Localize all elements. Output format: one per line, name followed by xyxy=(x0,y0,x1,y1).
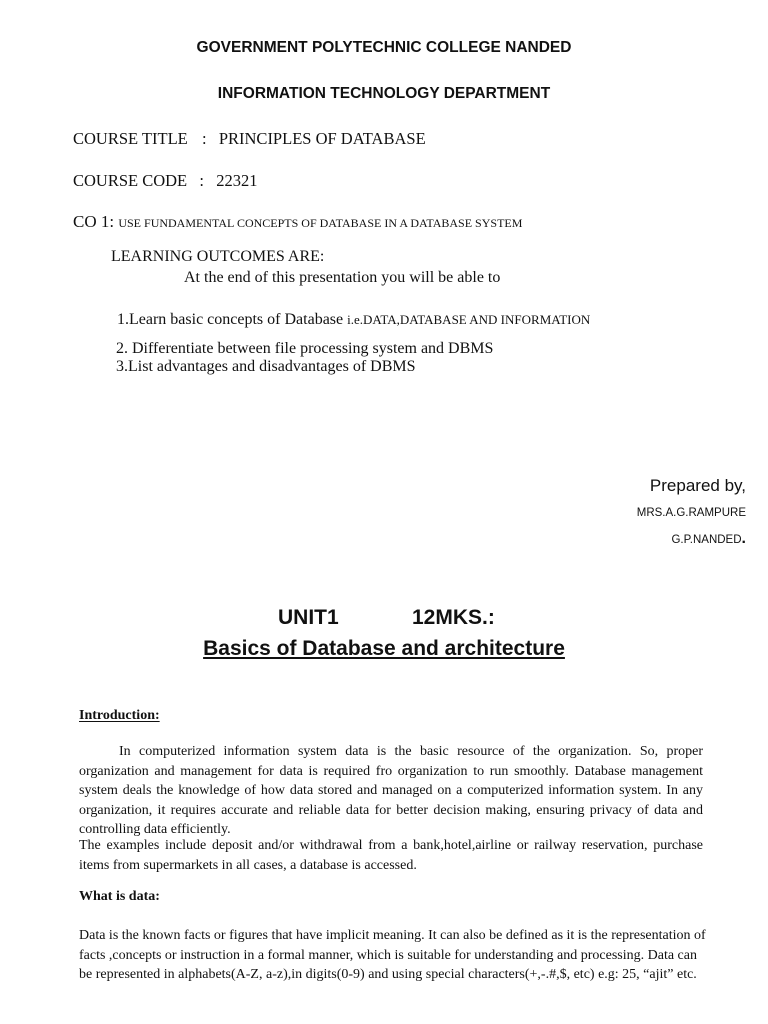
co-label: CO 1: xyxy=(73,212,115,231)
unit-label: UNIT1 xyxy=(278,606,339,629)
co-value: USE FUNDAMENTAL CONCEPTS OF DATABASE IN A DATABASE SYSTEM xyxy=(118,216,523,230)
learning-item-1 xyxy=(117,311,590,329)
author-place-dot: . xyxy=(741,530,746,547)
what-is-data-paragraph: Data is the known facts or figures that have implicit meaning. It can also be defined as it is the representation of facts ,concepts or instruction in a formal manner, which is suitable for understanding and processing. Data can be represented in alphabets(A-Z, a-z),in digits(0-9) and using special characters(+,-.#,$, etc) e.g: 25, “ajit” etc. xyxy=(79,928,706,982)
author-place xyxy=(671,530,746,548)
learning-item-3: 3.List advantages and disadvantages of DBMS xyxy=(116,358,416,375)
what-is-data-heading: What is data: xyxy=(79,889,160,904)
introduction-paragraph-1 xyxy=(79,742,703,840)
introduction-paragraph-2: The examples include deposit and/or withdrawal from a bank,hotel,airline or railway reservation, purchase items from supermarkets in all cases, a database is accessed. xyxy=(79,838,703,873)
prepared-by-label: Prepared by, xyxy=(649,476,746,495)
introduction-heading xyxy=(79,708,160,724)
course-code-value: 22321 xyxy=(216,171,258,190)
unit-title-text: Basics of Database and architecture xyxy=(203,637,565,660)
learning-outcomes-heading: LEARNING OUTCOMES ARE: xyxy=(111,248,325,265)
college-name: GOVERNMENT POLYTECHNIC COLLEGE NANDED xyxy=(196,39,572,56)
course-outcome-row xyxy=(73,212,522,232)
author-name: MRS.A.G.RAMPURE xyxy=(636,507,746,519)
course-title-label: COURSE TITLE xyxy=(73,129,188,148)
unit-marks: 12MKS.: xyxy=(412,606,495,629)
learning-item-1-detail: i.e.DATA,DATABASE AND INFORMATION xyxy=(347,312,591,327)
introduction-heading-text: Introduction: xyxy=(79,708,160,723)
course-title-row xyxy=(73,129,426,149)
author-place-text: G.P.NANDED xyxy=(671,534,742,546)
course-code-label: COURSE CODE xyxy=(73,171,188,190)
department-name: INFORMATION TECHNOLOGY DEPARTMENT xyxy=(217,85,551,102)
course-title-value: PRINCIPLES OF DATABASE xyxy=(218,129,426,148)
learning-item-1-text: 1.Learn basic concepts of Database xyxy=(117,311,348,328)
unit-title xyxy=(0,637,768,661)
course-code-sep: : xyxy=(199,171,204,190)
course-title-sep: : xyxy=(202,129,207,148)
course-code-row xyxy=(73,171,257,191)
learning-outcomes-intro: At the end of this presentation you will be able to xyxy=(184,269,501,286)
learning-item-2: 2. Differentiate between file processing system and DBMS xyxy=(116,340,494,357)
introduction-paragraph-1-text: In computerized information system data is the basic resource of the organization. So, proper organization and management for data is required fro organization to run smoothly. Database management system deals the knowledge of how data stored and managed on a computerized information system. In any organization, it requires accurate and reliable data for better decision making, ensuring privacy of data and controlling data efficiently. xyxy=(79,744,703,837)
